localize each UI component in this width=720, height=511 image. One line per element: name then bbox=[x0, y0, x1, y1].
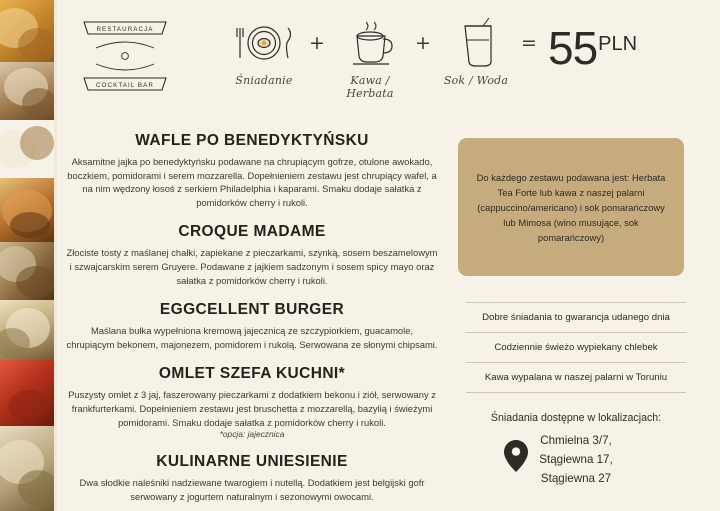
equation-operator-plus-1: + bbox=[309, 32, 325, 54]
included-with-set-text: Do każdego zestawu podawana jest: Herbata Tea Forte lub kawa z naszej palarni (cappuccino/americano) i sok pomarańczowy lub Mimosa (wino musujące, sok pomarańczowy) bbox=[476, 171, 666, 243]
locations-title: Śniadania dostępne w lokalizacjach: bbox=[490, 412, 662, 424]
equation-label-coffee: Kawa / Herbata bbox=[346, 74, 394, 100]
menu-item bbox=[66, 132, 438, 209]
location-line: Chmielna 3/7, bbox=[540, 434, 612, 447]
equation-label-juice: Sok / Woda bbox=[443, 74, 509, 87]
equation-operator-plus-2: + bbox=[415, 32, 431, 54]
equation-item-juice bbox=[434, 16, 518, 87]
coffee-cup-icon bbox=[328, 16, 412, 70]
food-photo bbox=[0, 178, 54, 242]
menu-item-title: CROQUE MADAME bbox=[178, 223, 326, 241]
feature-item: Codziennie świeżo wypiekany chlebek bbox=[466, 333, 686, 363]
food-photo bbox=[0, 360, 54, 426]
feature-item: Dobre śniadania to gwarancja udanego dnia bbox=[466, 302, 686, 333]
menu-item-description: Puszysty omlet z 3 jaj, faszerowany pieczarkami z dodatkiem bekonu i ziół, serwowany z frankfurterkami. Dopełnieniem zestawu jest bruschetta z mozzarellą, bazylią i świeżymi pomidorami. Smaku dodaje sałatka z pomidorków cherry i rukoli. bbox=[68, 389, 436, 428]
equation-operator-equals: = bbox=[521, 32, 537, 54]
menu-item bbox=[66, 453, 438, 503]
feature-item: Kawa wypalana w naszej palarni w Toruniu bbox=[466, 363, 686, 393]
price-currency: PLN bbox=[598, 33, 638, 55]
equation-item-coffee bbox=[328, 16, 412, 100]
feature-list bbox=[466, 302, 686, 393]
location-line: Stągiewna 27 bbox=[540, 472, 612, 485]
set-equation bbox=[222, 16, 638, 100]
juice-glass-icon bbox=[434, 16, 518, 70]
food-photo bbox=[0, 242, 54, 300]
equation-item-breakfast bbox=[222, 16, 306, 87]
food-photo bbox=[0, 0, 54, 62]
menu-item-description: Maślana bułka wypełniona kremową jajecznicą ze szczypiorkiem, guacamole, chrupiącym bekonem, majonezem, pomidorem i rukolą. Serwowana ze słonymi chipsami. bbox=[66, 325, 438, 350]
logo-top-text: RESTAURACJA bbox=[96, 26, 154, 33]
menu-item bbox=[66, 301, 438, 351]
menu-item-title: KULINARNE UNIESIENIE bbox=[156, 453, 348, 471]
menu-item-note: *opcja: jajecznica bbox=[219, 429, 285, 440]
menu-list bbox=[66, 132, 438, 511]
menu-item-title: WAFLE PO BENEDYKTYŃSKU bbox=[135, 132, 369, 149]
set-price bbox=[548, 16, 637, 88]
food-photo bbox=[0, 426, 54, 511]
menu-item bbox=[66, 223, 438, 287]
logo-bottom-text: COCKTAIL BAR bbox=[96, 82, 154, 89]
menu-item-title: EGGCELLENT BURGER bbox=[159, 301, 345, 319]
equation-label-breakfast: Śniadanie bbox=[235, 74, 293, 87]
food-photo bbox=[0, 62, 54, 120]
locations-body bbox=[539, 431, 612, 488]
food-photo bbox=[0, 120, 54, 178]
location-line: Stągiewna 17, bbox=[539, 453, 613, 466]
food-photo-strip bbox=[0, 0, 57, 511]
locations-block bbox=[458, 412, 694, 488]
food-photo bbox=[0, 300, 54, 360]
map-pin-icon bbox=[503, 439, 529, 478]
menu-item-description: Aksamitne jajka po benedyktyńsku podawane na chrupiącym gofrze, otulone awokado, boczkiem, pomidorami i serem mozzarella. Dopełnieniem zestawu jest chrupiący wafel, a na nim wędzony łosoś z serkiem Philadelphia i kaparami. Smaku dodaje sałatka z pomidorków cherry i rukoli. bbox=[67, 156, 437, 208]
menu-item bbox=[66, 365, 438, 439]
restaurant-logo bbox=[76, 18, 174, 94]
menu-item-description: Dwa słodkie naleśniki nadziewane twarogiem i nutellą. Dodatkiem jest belgijski gofr serwowany z jogurtem naturalnym i sezonowymi owocami. bbox=[79, 477, 425, 502]
plate-cutlery-icon bbox=[222, 16, 306, 70]
price-number: 55 bbox=[548, 22, 598, 74]
menu-item-description: Złociste tosty z maślanej chałki, zapiekane z pieczarkami, szynką, sosem beszamelowym i szwajcarskim serem Gruyere. Podawane z jajkiem sadzonym i sosem spicy mayo oraz sałatka z pomidorków cherry i rukoli. bbox=[66, 247, 438, 286]
included-with-set-panel bbox=[458, 138, 684, 276]
menu-item-title: OMLET SZEFA KUCHNI* bbox=[158, 365, 346, 383]
